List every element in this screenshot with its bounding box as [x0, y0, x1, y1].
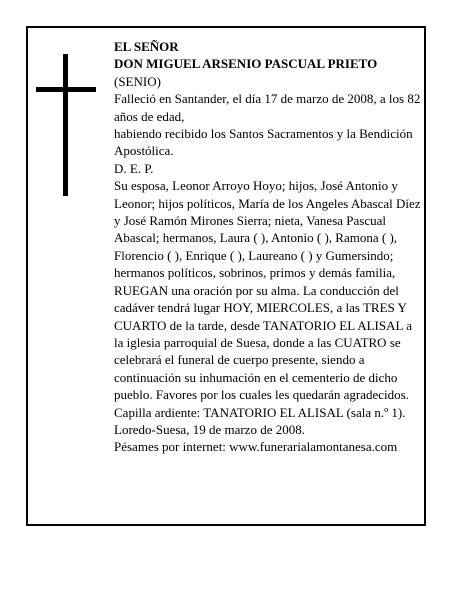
death-line: Falleció en Santander, el día 17 de marzo de 2008, a los 82 años de edad, — [114, 91, 421, 124]
cross-horizontal-bar — [36, 87, 96, 92]
deceased-name: DON MIGUEL ARSENIO PASCUAL PRIETO — [114, 56, 378, 72]
deceased-nickname: (SENIO) — [114, 73, 161, 89]
place-date-line: Loredo-Suesa, 19 de marzo de 2008. — [114, 421, 305, 437]
family-paragraph: Su esposa, Leonor Arroyo Hoyo; hijos, José Antonio y Leonor; hijos políticos, María de los Angeles Abascal Díez y José Ramón Mirones Sierra; nieta, Vanesa Pascual Abascal; hermanos, Laura ( ), Antonio ( ), Ramona ( ), Florencio ( ), Enrique ( ), Laureano ( ) y Gumersindo; hermanos políticos, sobrinos, primos y demás familia, — [114, 178, 421, 281]
cross-icon — [36, 54, 96, 196]
sacraments-line: habiendo recibido los Santos Sacramentos y la Bendición Apostólica. — [114, 126, 413, 159]
cross-vertical-bar — [63, 54, 68, 196]
request-paragraph: RUEGAN una oración por su alma. La conducción del cadáver tendrá lugar HOY, MIERCOLES, a las TRES Y CUARTO de la tarde, desde TANATORIO EL ALISAL a la iglesia parroquial de Suesa, donde a las CUATRO se celebrará el funeral de cuerpo presente, siendo a continuación su inhumación en el cementerio de dicho pueblo. Favores por los cuales les quedarán agradecidos. Capilla ardiente: TANATORIO EL ALISAL (sala n.º 1). — [114, 282, 412, 420]
condolences-line: Pésames por internet: www.funerarialamontanesa.com — [114, 439, 398, 455]
obituary-text — [114, 38, 424, 456]
rip-line: D. E. P. — [114, 160, 154, 176]
title-line-1: EL SEÑOR — [114, 39, 179, 54]
